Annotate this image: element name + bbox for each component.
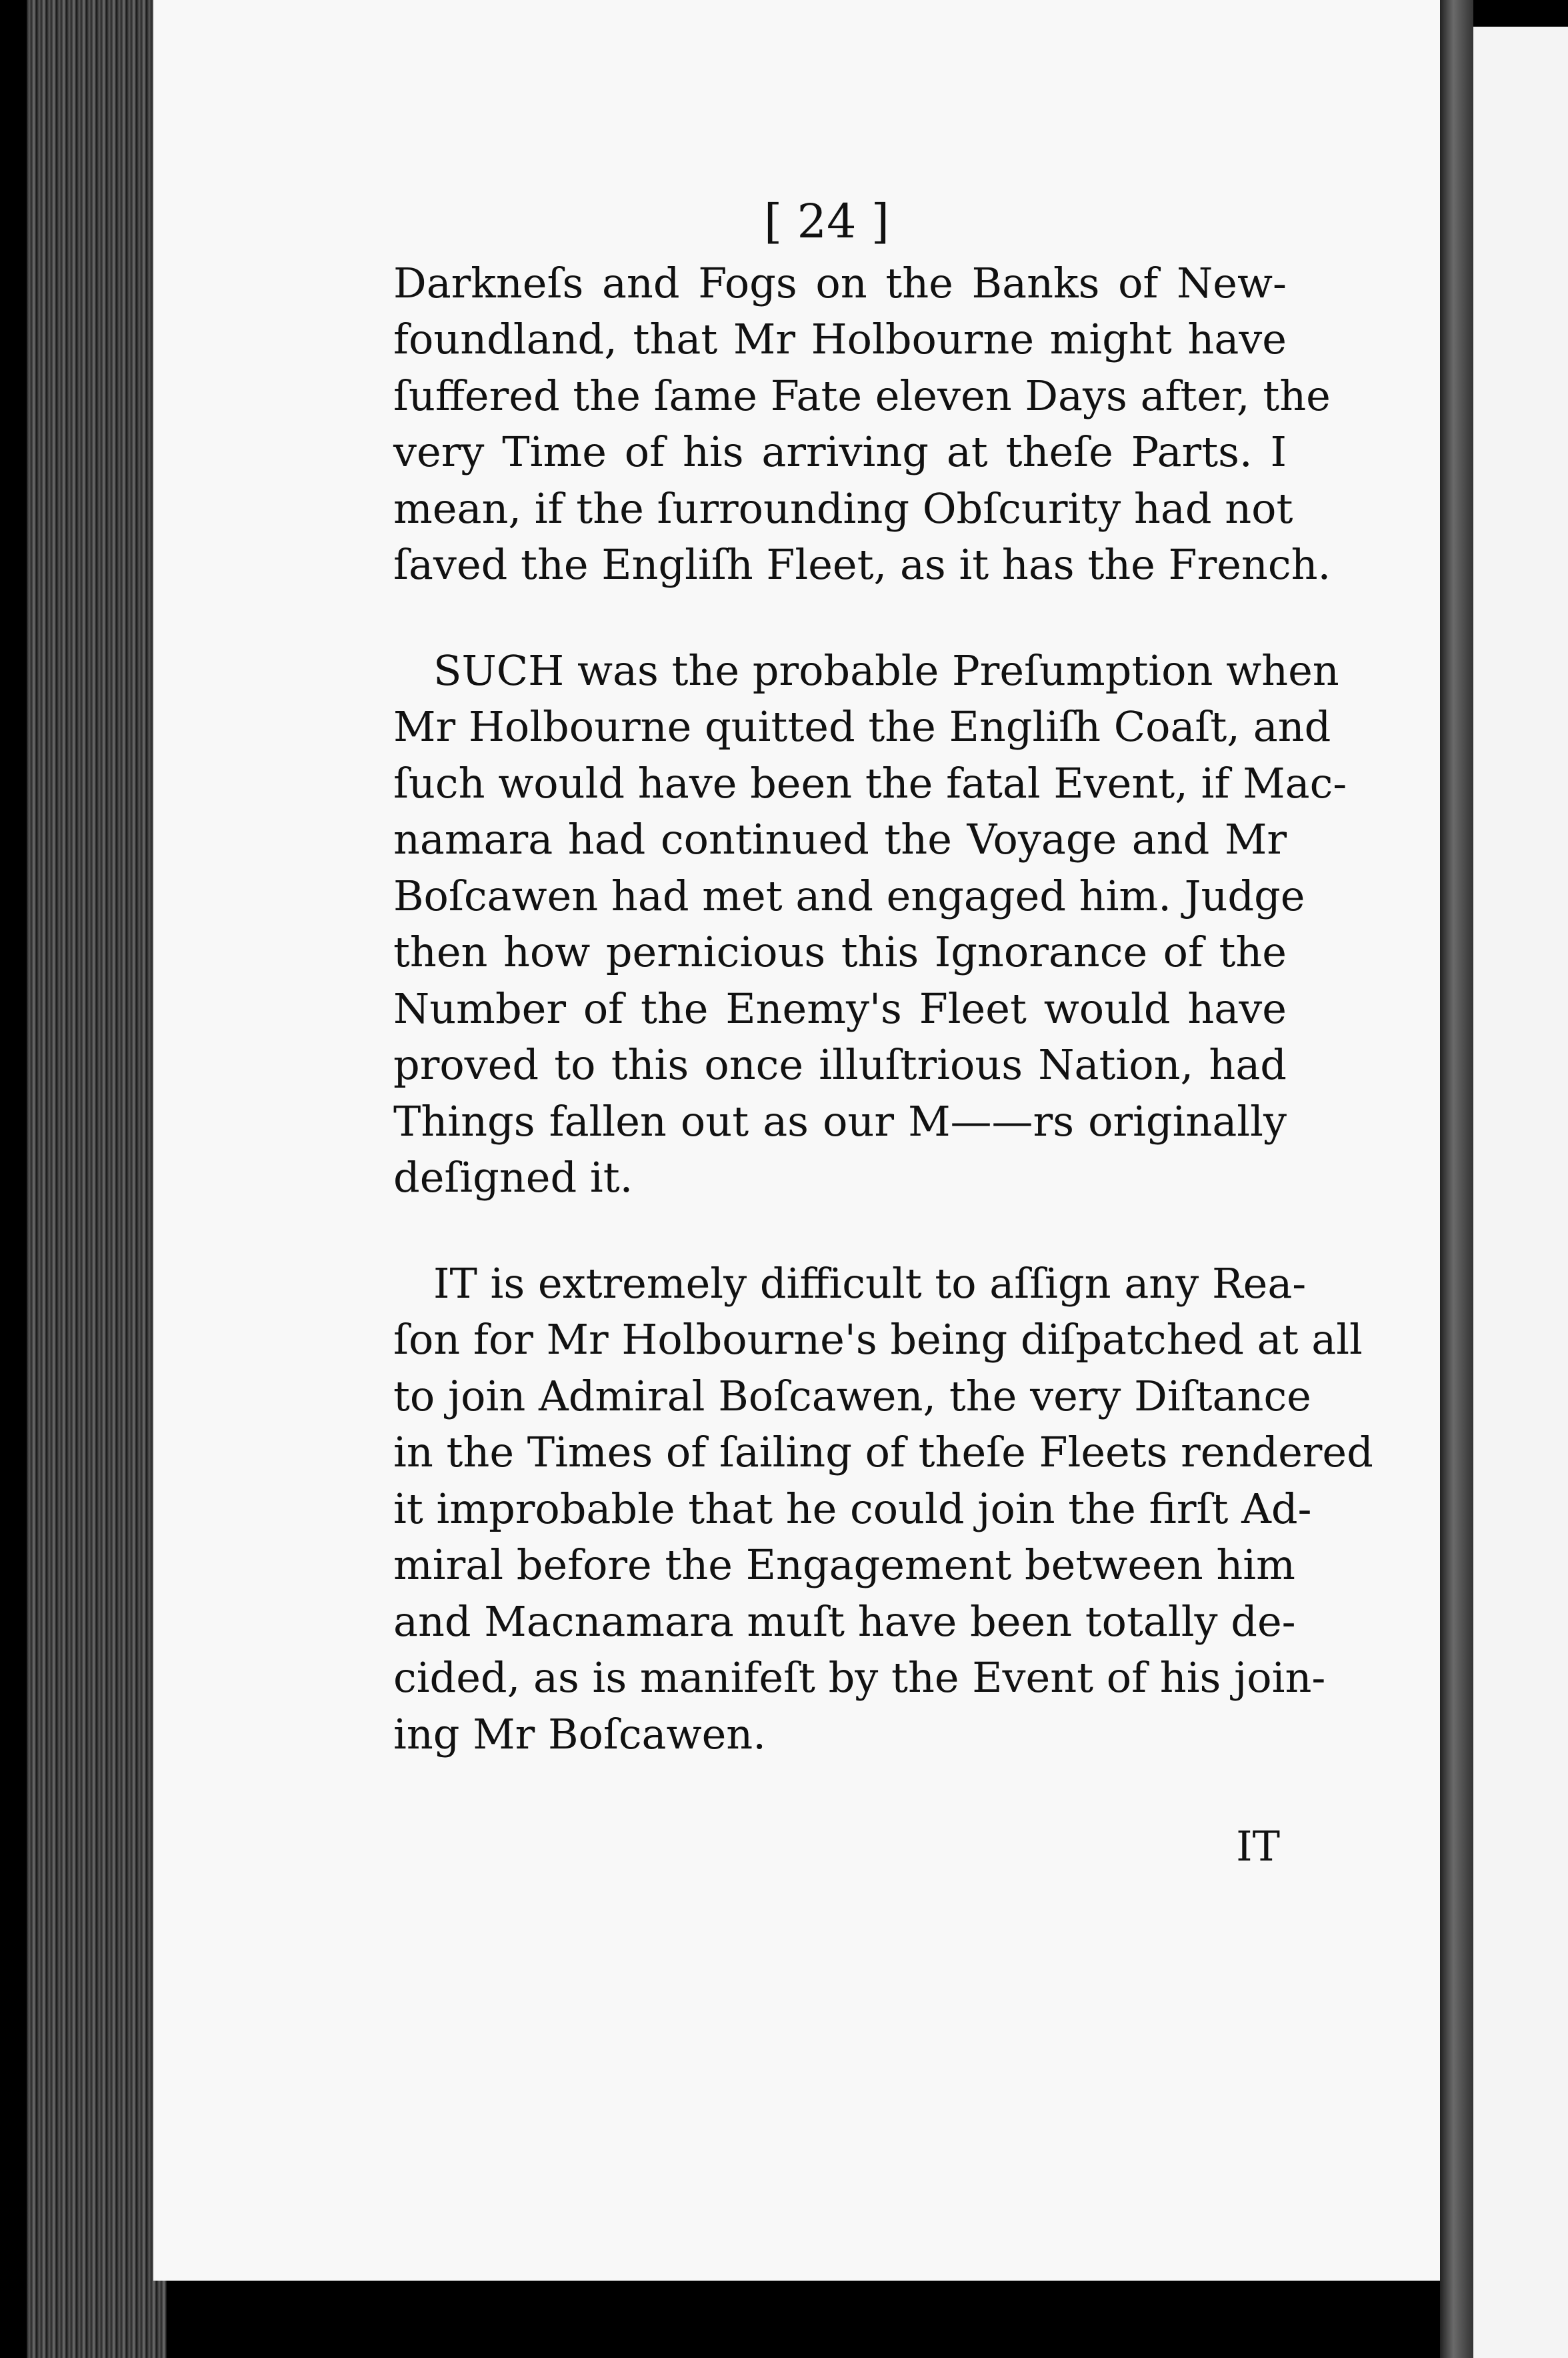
text-line: it improbable that he could join the firſt Ad-: [393, 1484, 1312, 1533]
text-line: cided, as is manifeſt by the Event of his join-: [393, 1653, 1326, 1702]
text-line: Boſcawen had met and engaged him. Judge: [393, 871, 1305, 920]
text-line: SUCH was the probable Preſumption when: [433, 646, 1339, 695]
text-line: and Macnamara muſt have been totally de-: [393, 1596, 1296, 1646]
text-line: Mr Holbourne quitted the Engliſh Coaſt, and: [393, 702, 1331, 751]
text-line: Number of the Enemy's Fleet would have: [393, 984, 1287, 1033]
text-line: very Time of his arriving at theſe Parts. I: [393, 427, 1287, 476]
text-line: ſuch would have been the fatal Event, if Mac-: [393, 758, 1347, 808]
text-line: mean, if the ſurrounding Obſcurity had not: [393, 483, 1293, 533]
text-line: ſaved the Engliſh Fleet, as it has the French.: [393, 540, 1331, 589]
text-line: Things fallen out as our M——rs originally: [393, 1096, 1287, 1146]
text-line: namara had continued the Voyage and Mr: [393, 815, 1287, 864]
paragraph-1: [393, 255, 1331, 594]
text-line: ing Mr Boſcawen.: [393, 1709, 766, 1758]
facing-page-edge: [1473, 27, 1568, 2358]
text-line: IT is extremely difficult to aſſign any Rea-: [433, 1258, 1307, 1308]
text-line: ſuffered the ſame Fate eleven Days after, the: [393, 371, 1331, 420]
page-gutter-shadow: [1440, 0, 1473, 2358]
paragraph-3: [393, 1256, 1373, 1763]
text-line: deſigned it.: [393, 1153, 633, 1202]
text-line: then how pernicious this Ignorance of the: [393, 928, 1287, 976]
book-binding-edge: [27, 0, 167, 2358]
text-line: miral before the Engagement between him: [393, 1540, 1295, 1589]
text-line: ſon for Mr Holbourne's being diſpatched at all: [393, 1315, 1363, 1364]
text-line: proved to this once illuſtrious Nation, had: [393, 1040, 1287, 1089]
catchword: IT: [1236, 1822, 1280, 1871]
text-line: to join Admiral Boſcawen, the very Diſtance: [393, 1371, 1311, 1420]
text-line: Darkneſs and Fogs on the Banks of New-: [393, 258, 1287, 307]
page-number: [ 24 ]: [763, 194, 890, 249]
paragraph-2: [393, 643, 1347, 1206]
text-line: foundland, that Mr Holbourne might have: [393, 315, 1287, 363]
page-text-block: [393, 193, 1373, 1875]
text-line: in the Times of ſailing of theſe Fleets rendered: [393, 1428, 1373, 1476]
